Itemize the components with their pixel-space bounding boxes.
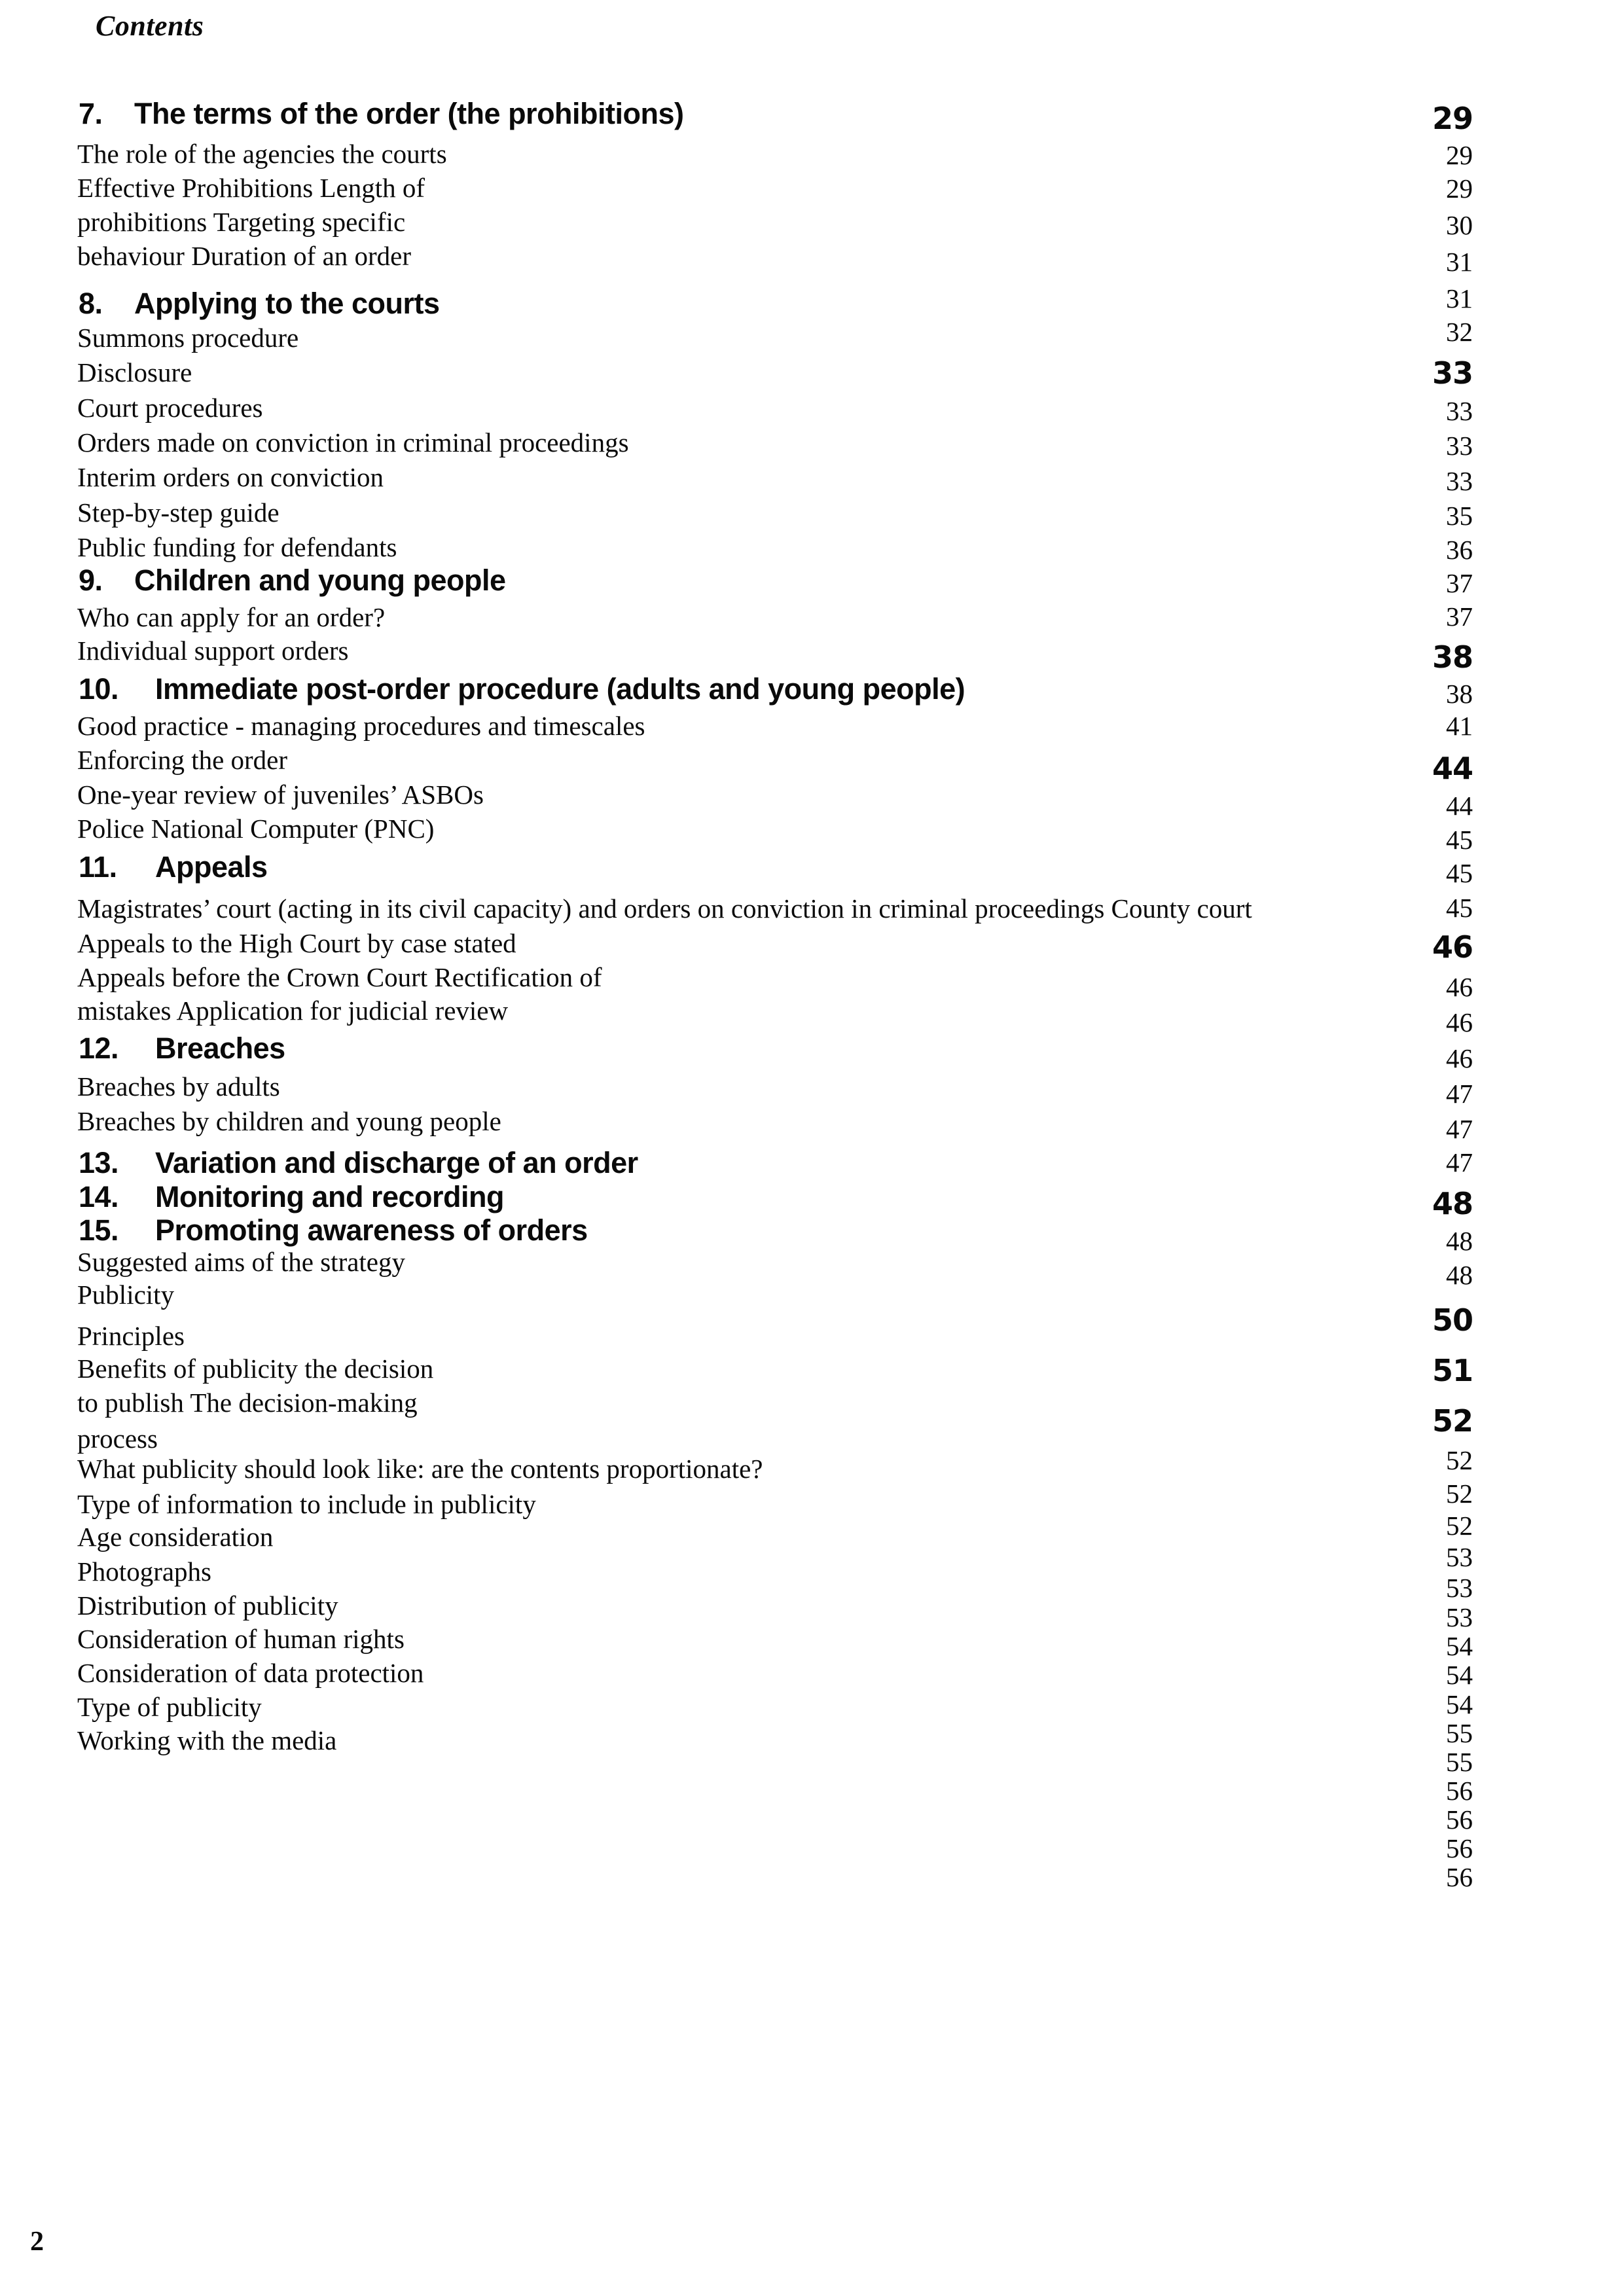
toc-item-line: One-year review of juveniles’ ASBOs	[77, 780, 484, 810]
toc-page-number: 41	[1446, 711, 1473, 741]
toc-page-number: 33	[1446, 431, 1473, 461]
toc-item-line: Magistrates’ court (acting in its civil capacity) and orders on conviction in criminal proceedings County court	[77, 893, 1252, 924]
toc-item-line: Disclosure	[77, 357, 192, 387]
toc-item-line: Appeals before the Crown Court Rectification of	[77, 962, 602, 992]
toc-item-line: mistakes Application for judicial review	[77, 996, 509, 1026]
toc-page-number: 53	[1446, 1573, 1473, 1603]
toc-page-number: 31	[1446, 283, 1473, 314]
page-title: Contents	[96, 10, 204, 42]
toc-heading-line	[79, 852, 268, 882]
toc-item-line: Benefits of publicity the decision	[77, 1354, 434, 1384]
section-title: Breaches	[155, 1031, 285, 1065]
toc-item-line: Court procedures	[77, 393, 263, 423]
section-number: 11.	[79, 850, 117, 884]
toc-page-number: 53	[1446, 1602, 1473, 1632]
toc-page-number: 47	[1446, 1079, 1473, 1109]
toc-page-number: 38	[1432, 639, 1473, 675]
toc-page-number: 46	[1446, 1043, 1473, 1073]
toc-item-line: Distribution of publicity	[77, 1590, 338, 1621]
section-title: The terms of the order (the prohibitions)	[134, 97, 684, 130]
toc-page-number: 55	[1446, 1747, 1473, 1777]
toc-item-line: Photographs	[77, 1556, 211, 1587]
toc-page-number: 33	[1446, 396, 1473, 426]
toc-page-number: 37	[1446, 601, 1473, 632]
toc-item-line: The role of the agencies the courts	[77, 139, 447, 169]
toc-page-number: 46	[1446, 972, 1473, 1002]
section-number: 8.	[79, 287, 103, 320]
toc-heading-line	[79, 1215, 588, 1245]
toc-item-line: Working with the media	[77, 1725, 337, 1755]
section-title: Applying to the courts	[134, 287, 440, 320]
toc-page-number: 52	[1446, 1445, 1473, 1475]
toc-item-line: Police National Computer (PNC)	[77, 814, 435, 844]
toc-item-line: Step-by-step guide	[77, 497, 280, 528]
toc-page-number: 50	[1432, 1302, 1473, 1338]
toc-item-line: Who can apply for an order?	[77, 602, 386, 632]
toc-page-number: 56	[1446, 1833, 1473, 1863]
section-number: 15.	[79, 1213, 119, 1247]
toc-page-number: 54	[1446, 1631, 1473, 1661]
toc-page-number: 55	[1446, 1718, 1473, 1748]
toc-item-line: Good practice - managing procedures and timescales	[77, 711, 645, 741]
toc-page-number: 37	[1446, 568, 1473, 598]
toc-heading-line	[79, 1033, 285, 1063]
toc-page-number: 35	[1446, 501, 1473, 531]
toc-item-line: to publish The decision-making	[77, 1388, 418, 1418]
toc-item-line: Type of information to include in publicity	[77, 1489, 536, 1519]
toc-item-line: Enforcing the order	[77, 745, 288, 775]
toc-item-line: process	[77, 1424, 158, 1454]
toc-page-number: 56	[1446, 1804, 1473, 1835]
toc-page-number: 54	[1446, 1689, 1473, 1719]
toc-page-number: 54	[1446, 1660, 1473, 1690]
toc-heading-line	[79, 674, 965, 704]
toc-page-number: 29	[1432, 101, 1473, 136]
toc-page-number: 48	[1446, 1226, 1473, 1256]
toc-item-line: Consideration of data protection	[77, 1658, 424, 1688]
section-title: Variation and discharge of an order	[155, 1146, 638, 1179]
section-title: Promoting awareness of orders	[155, 1213, 588, 1247]
toc-page-number: 52	[1446, 1479, 1473, 1509]
toc-page-number: 53	[1446, 1542, 1473, 1572]
toc-item-line: behaviour Duration of an order	[77, 241, 412, 271]
toc-item-line: Principles	[77, 1321, 185, 1351]
toc-page-number: 45	[1446, 825, 1473, 855]
toc-item-line: Breaches by adults	[77, 1071, 280, 1102]
section-title: Immediate post-order procedure (adults and young people)	[155, 672, 965, 706]
toc-page-number: 51	[1432, 1353, 1473, 1388]
toc-page-number: 36	[1446, 535, 1473, 565]
toc-item-line: prohibitions Targeting specific	[77, 207, 406, 237]
toc-page-number: 45	[1446, 858, 1473, 888]
toc-item-line: Summons procedure	[77, 323, 299, 353]
toc-item-line: Type of publicity	[77, 1692, 262, 1722]
section-number: 7.	[79, 97, 103, 130]
toc-page-number: 45	[1446, 893, 1473, 923]
toc-page-number: 44	[1446, 791, 1473, 821]
section-number: 12.	[79, 1031, 119, 1065]
toc-page-number: 33	[1446, 466, 1473, 496]
toc-page-number: 48	[1446, 1260, 1473, 1290]
toc-page-number: 33	[1432, 355, 1473, 391]
toc-page-number: 52	[1446, 1511, 1473, 1541]
toc-heading-line	[79, 289, 440, 318]
toc-page-number: 29	[1446, 173, 1473, 204]
toc-item-line: Interim orders on conviction	[77, 462, 384, 492]
page-number: 2	[30, 2227, 44, 2257]
toc-page-number: 29	[1446, 140, 1473, 170]
toc-item-line: Public funding for defendants	[77, 532, 397, 562]
toc-item-line: Age consideration	[77, 1522, 274, 1552]
toc-item-line: Effective Prohibitions Length of	[77, 173, 425, 203]
toc-item-line: Suggested aims of the strategy	[77, 1247, 406, 1277]
toc-page-number: 47	[1446, 1147, 1473, 1177]
toc-page-number: 44	[1432, 751, 1473, 786]
toc-item-line: Individual support orders	[77, 636, 349, 666]
toc-heading-line	[79, 565, 506, 595]
toc-page-number: 46	[1446, 1007, 1473, 1037]
toc-heading-line	[79, 99, 684, 128]
section-title: Monitoring and recording	[155, 1180, 504, 1213]
toc-page-number: 30	[1446, 210, 1473, 240]
toc-page-number: 47	[1446, 1114, 1473, 1144]
toc-item-line: Appeals to the High Court by case stated	[77, 928, 516, 958]
toc-page-number: 56	[1446, 1862, 1473, 1892]
section-title: Children and young people	[134, 564, 506, 597]
section-number: 10.	[79, 672, 119, 706]
toc-item-line: Orders made on conviction in criminal proceedings	[77, 427, 629, 457]
toc-heading-line	[79, 1148, 638, 1177]
toc-item-line: Consideration of human rights	[77, 1624, 405, 1654]
toc-item-line: Breaches by children and young people	[77, 1106, 501, 1136]
toc-heading-line	[79, 1182, 504, 1211]
toc-page-number: 56	[1446, 1776, 1473, 1806]
toc-item-line: What publicity should look like: are the contents proportionate?	[77, 1454, 763, 1484]
toc-page-number: 52	[1432, 1403, 1473, 1439]
toc-page-number: 31	[1446, 247, 1473, 277]
toc-page-number: 46	[1432, 929, 1473, 965]
section-number: 13.	[79, 1146, 119, 1179]
section-title: Appeals	[155, 850, 268, 884]
toc-page-number: 48	[1432, 1186, 1473, 1221]
section-number: 14.	[79, 1180, 119, 1213]
toc-item-line: Publicity	[77, 1280, 175, 1310]
section-number: 9.	[79, 564, 103, 597]
toc-page-number: 32	[1446, 317, 1473, 347]
toc-page-number: 38	[1446, 679, 1473, 709]
